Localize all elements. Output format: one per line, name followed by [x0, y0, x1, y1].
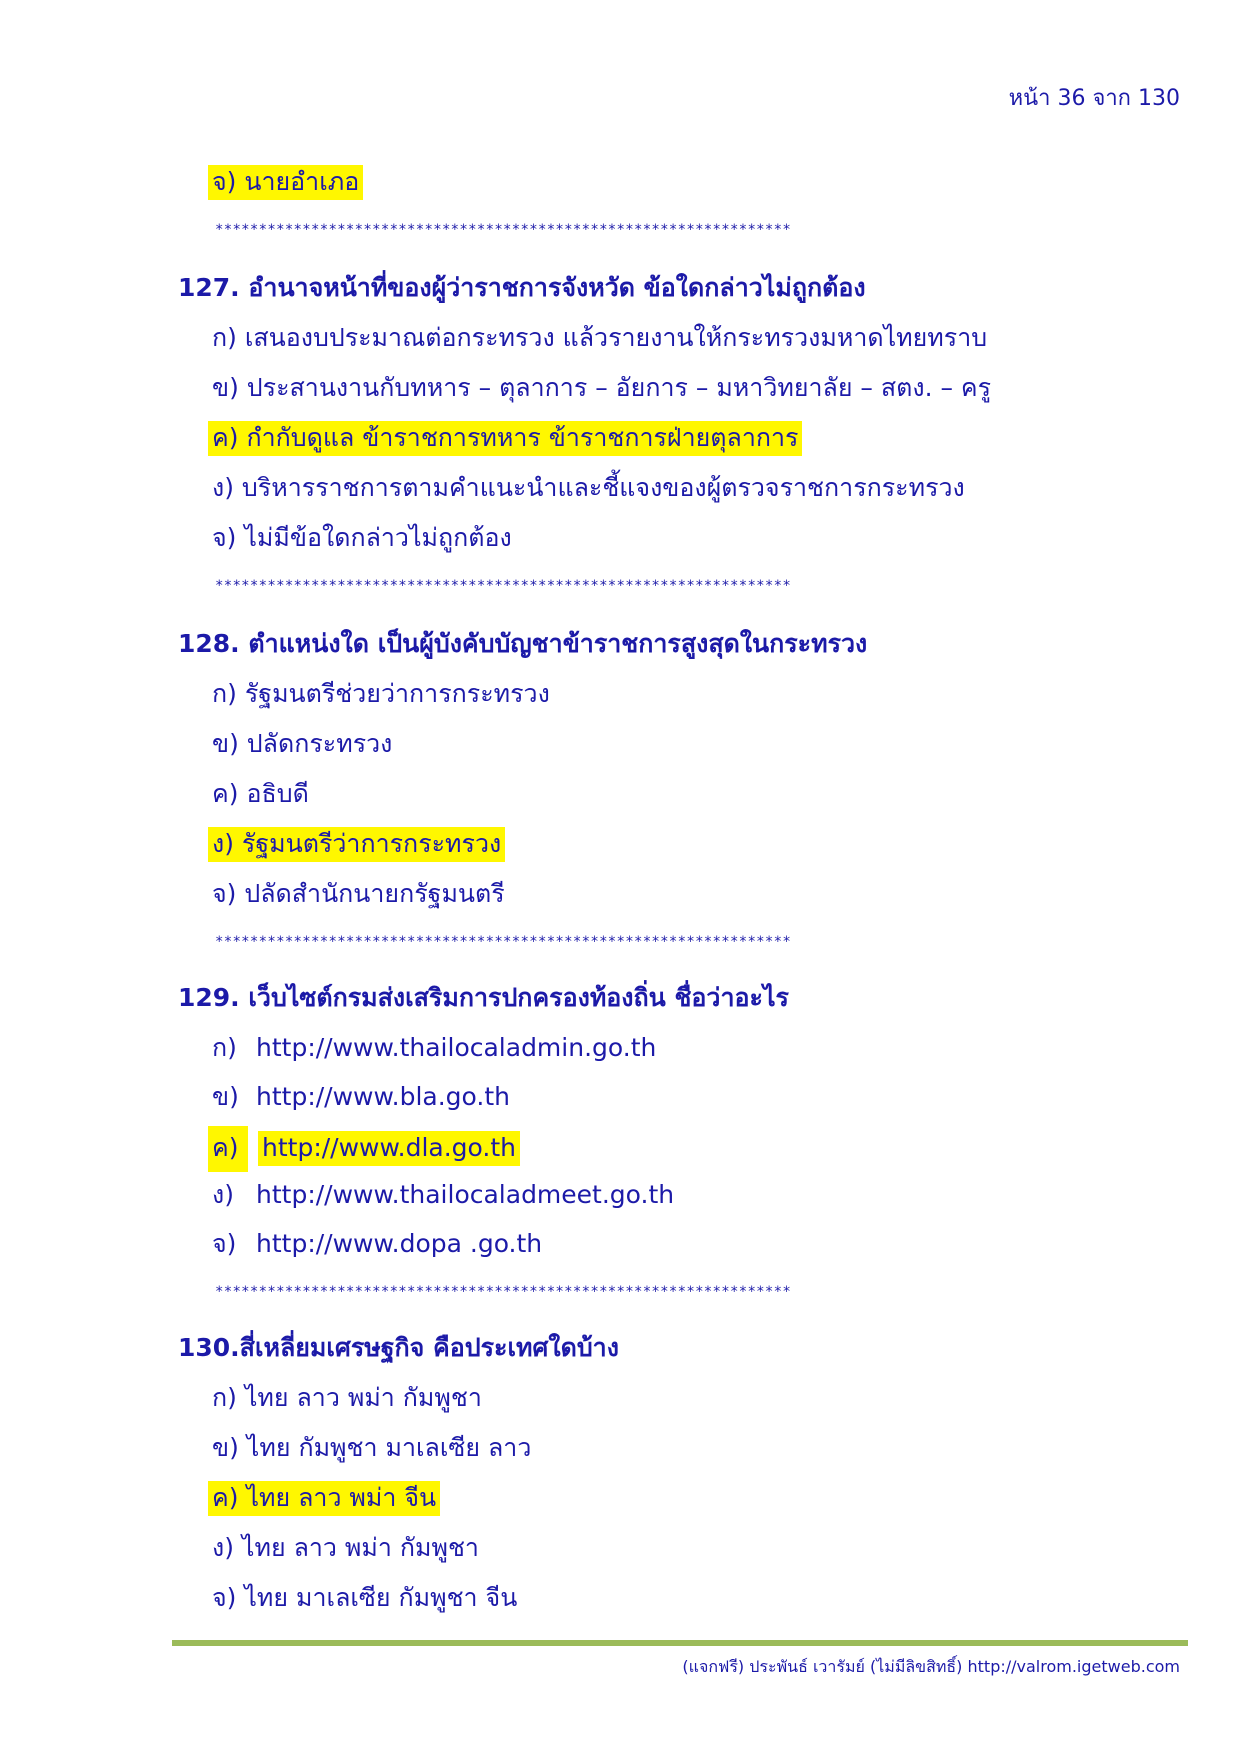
option-127-b: ข) ประสานงานกับทหาร – ตุลาการ – อัยการ – มหาวิทยาลัย – สตง. – ครู [212, 373, 992, 402]
option-127-d: ง) บริหารราชการตามคำแนะนำและชี้แจงของผู้ตรวจราชการกระทรวง [212, 473, 965, 502]
page-number: หน้า 36 จาก 130 [1008, 86, 1180, 111]
option-127-c-answer: ค) กำกับดูแล ข้าราชการทหาร ข้าราชการฝ่ายตุลาการ [212, 418, 802, 458]
option-128-d-answer: ง) รัฐมนตรีว่าการกระทรวง [212, 824, 505, 864]
separator: ****************************************************************** [215, 934, 792, 950]
separator: ****************************************************************** [215, 1284, 792, 1300]
question-127-title: 127. อำนาจหน้าที่ของผู้ว่าราชการจังหวัด ข้อใดกล่าวไม่ถูกต้อง [178, 273, 866, 302]
option-130-c-answer: ค) ไทย ลาว พม่า จีน [212, 1478, 440, 1518]
option-130-b: ข) ไทย กัมพูชา มาเลเซีย ลาว [212, 1433, 532, 1462]
footer-rule [172, 1640, 1188, 1646]
option-129-a: ก) http://www.thailocaladmin.go.th [212, 1033, 657, 1062]
option-127-e: จ) ไม่มีข้อใดกล่าวไม่ถูกต้อง [212, 523, 512, 552]
question-130-title: 130.สี่เหลี่ยมเศรษฐกิจ คือประเทศใดบ้าง [178, 1333, 619, 1362]
option-128-b: ข) ปลัดกระทรวง [212, 729, 393, 758]
question-128-title: 128. ตำแหน่งใด เป็นผู้บังคับบัญชาข้าราชการสูงสุดในกระทรวง [178, 629, 868, 658]
option-129-e: จ) http://www.dopa .go.th [212, 1229, 543, 1258]
option-129-c-answer: ค) http://www.dla.go.th [212, 1126, 520, 1172]
option-label: จ) [212, 167, 237, 196]
option-130-a: ก) ไทย ลาว พม่า กัมพูชา [212, 1383, 482, 1412]
separator: ****************************************************************** [215, 222, 792, 238]
prev-answer [212, 162, 363, 202]
option-128-a: ก) รัฐมนตรีช่วยว่าการกระทรวง [212, 679, 550, 708]
option-130-e: จ) ไทย มาเลเซีย กัมพูชา จีน [212, 1583, 518, 1612]
option-130-d: ง) ไทย ลาว พม่า กัมพูชา [212, 1533, 479, 1562]
option-129-d: ง) http://www.thailocaladmeet.go.th [212, 1180, 675, 1209]
separator: ****************************************************************** [215, 578, 792, 594]
option-129-b: ข) http://www.bla.go.th [212, 1082, 510, 1111]
option-128-c: ค) อธิบดี [212, 779, 309, 808]
option-text: นายอำเภอ [244, 167, 360, 196]
question-129-title: 129. เว็บไซต์กรมส่งเสริมการปกครองท้องถิ่น ชื่อว่าอะไร [178, 983, 789, 1012]
option-128-e: จ) ปลัดสำนักนายกรัฐมนตรี [212, 879, 505, 908]
option-127-a: ก) เสนองบประมาณต่อกระทรวง แล้วรายงานให้กระทรวงมหาดไทยทราบ [212, 323, 988, 352]
footer-credit: (แจกฟรี) ประพันธ์ เวารัมย์ (ไม่มีลิขสิทธิ์) http://valrom.igetweb.com [682, 1657, 1180, 1676]
